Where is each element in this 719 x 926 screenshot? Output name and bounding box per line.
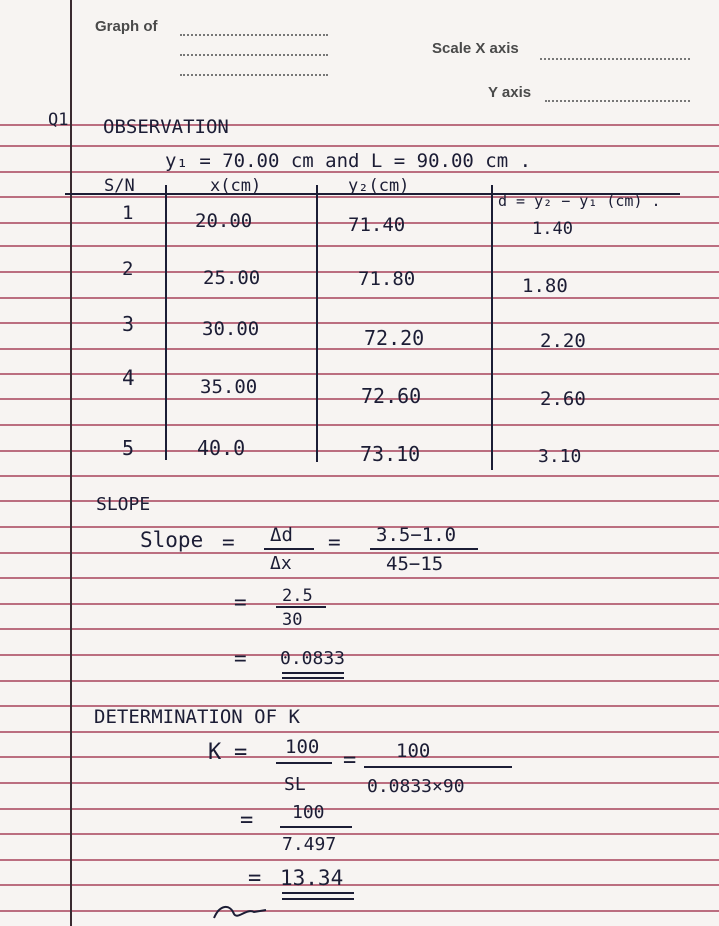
- row-3-d: 2.20: [540, 330, 586, 352]
- header-d: d = y₂ − y₁ (cm) .: [498, 192, 661, 210]
- ruled-line: [0, 297, 719, 299]
- row-4-sn: 4: [122, 366, 135, 390]
- ruled-line: [0, 782, 719, 784]
- k-numerator-1: 100: [285, 736, 320, 758]
- row-4-x: 35.00: [200, 376, 258, 398]
- table-col-divider-2: [316, 185, 318, 462]
- slope-numerator-2: 3.5−1.0: [376, 524, 457, 546]
- ruled-line: [0, 603, 719, 605]
- k-numerator-2: 100: [396, 740, 431, 762]
- ruled-line: [0, 910, 719, 912]
- k-result-underline-1: [282, 892, 354, 894]
- k-equals-2: =: [343, 748, 357, 773]
- scale-x-axis-label: Scale X axis: [432, 40, 519, 57]
- slope-numerator-1: Δd: [270, 524, 293, 546]
- slope-result-underline-2: [282, 677, 344, 679]
- ruled-line: [0, 552, 719, 554]
- y-axis-label: Y axis: [488, 84, 532, 101]
- graph-of-blank-3: [180, 74, 328, 76]
- margin-line: [70, 0, 72, 926]
- row-2-sn: 2: [122, 258, 134, 280]
- row-3-x: 30.00: [202, 318, 260, 340]
- row-3-sn: 3: [122, 312, 135, 336]
- ruled-line: [0, 577, 719, 579]
- slope-equals-2: =: [328, 530, 341, 554]
- k-denominator-2: 0.0833×90: [367, 776, 465, 797]
- k-label: K: [208, 740, 222, 765]
- slope-equals-3: =: [234, 590, 247, 614]
- row-5-sn: 5: [122, 436, 135, 460]
- ruled-line: [0, 475, 719, 477]
- table-col-divider-3: [491, 185, 493, 470]
- slope-label: Slope: [140, 528, 204, 552]
- slope-equals-1: =: [222, 530, 235, 554]
- question-number: Q1: [48, 110, 69, 130]
- scale-x-axis-blank: [540, 58, 690, 60]
- slope-fraction-bar-1: [264, 548, 314, 550]
- ruled-line: [0, 859, 719, 861]
- slope-denominator-2: 45−15: [386, 553, 444, 575]
- row-5-y2: 73.10: [360, 442, 421, 466]
- k-result-underline-2: [282, 898, 354, 900]
- table-col-divider-1: [165, 185, 167, 460]
- ruled-line: [0, 526, 719, 528]
- slope-denominator-1: Δx: [270, 553, 292, 574]
- ruled-line: [0, 884, 719, 886]
- slope-denominator-3: 30: [282, 610, 303, 630]
- header-y2: y₂(cm): [348, 176, 410, 196]
- graph-of-label: Graph of: [95, 18, 158, 35]
- k-numerator-3: 100: [292, 802, 325, 823]
- graph-of-blank-2: [180, 54, 328, 56]
- slope-heading: SLOPE: [96, 494, 151, 515]
- slope-numerator-3: 2.5: [282, 586, 313, 606]
- y-axis-blank: [545, 100, 690, 102]
- ruled-line: [0, 424, 719, 426]
- k-fraction-bar-2: [364, 766, 512, 768]
- slope-fraction-bar-2: [370, 548, 478, 550]
- slope-fraction-bar-3: [276, 606, 326, 608]
- row-2-y2: 71.80: [358, 268, 416, 290]
- observation-heading: OBSERVATION: [103, 116, 229, 138]
- signature-scribble: [210, 900, 270, 922]
- ruled-line: [0, 145, 719, 147]
- ruled-line: [0, 373, 719, 375]
- slope-result-underline-1: [282, 672, 344, 674]
- k-denominator-1: SL: [284, 774, 306, 795]
- ruled-line: [0, 628, 719, 630]
- row-1-sn: 1: [122, 202, 134, 224]
- ruled-line: [0, 322, 719, 324]
- slope-result: 0.0833: [280, 648, 346, 669]
- row-1-y2: 71.40: [348, 214, 406, 236]
- graph-of-blank-1: [180, 34, 328, 36]
- ruled-line: [0, 731, 719, 733]
- ruled-line: [0, 398, 719, 400]
- k-equals-1: =: [234, 740, 248, 765]
- header-x: x(cm): [210, 176, 262, 196]
- k-denominator-3: 7.497: [282, 834, 337, 855]
- ruled-line: [0, 756, 719, 758]
- ruled-line: [0, 833, 719, 835]
- row-5-x: 40.0: [197, 436, 246, 460]
- ruled-line: [0, 245, 719, 247]
- k-result: 13.34: [280, 866, 344, 890]
- ruled-line: [0, 348, 719, 350]
- row-4-y2: 72.60: [361, 384, 422, 408]
- given-values: y₁ = 70.00 cm and L = 90.00 cm .: [165, 150, 532, 172]
- row-3-y2: 72.20: [364, 326, 425, 350]
- ruled-line: [0, 808, 719, 810]
- k-fraction-bar-1: [276, 762, 332, 764]
- ruled-line: [0, 654, 719, 656]
- row-1-x: 20.00: [195, 210, 253, 232]
- ruled-line: [0, 680, 719, 682]
- k-equals-3: =: [240, 808, 254, 833]
- row-2-d: 1.80: [522, 275, 568, 297]
- header-sn: S/N: [104, 176, 135, 196]
- row-2-x: 25.00: [203, 267, 261, 289]
- k-equals-4: =: [248, 866, 262, 891]
- slope-equals-4: =: [234, 646, 247, 670]
- row-4-d: 2.60: [540, 388, 586, 410]
- k-heading: DETERMINATION OF K: [94, 706, 300, 728]
- row-1-d: 1.40: [532, 219, 573, 239]
- k-fraction-bar-3: [280, 826, 352, 828]
- row-5-d: 3.10: [538, 446, 582, 467]
